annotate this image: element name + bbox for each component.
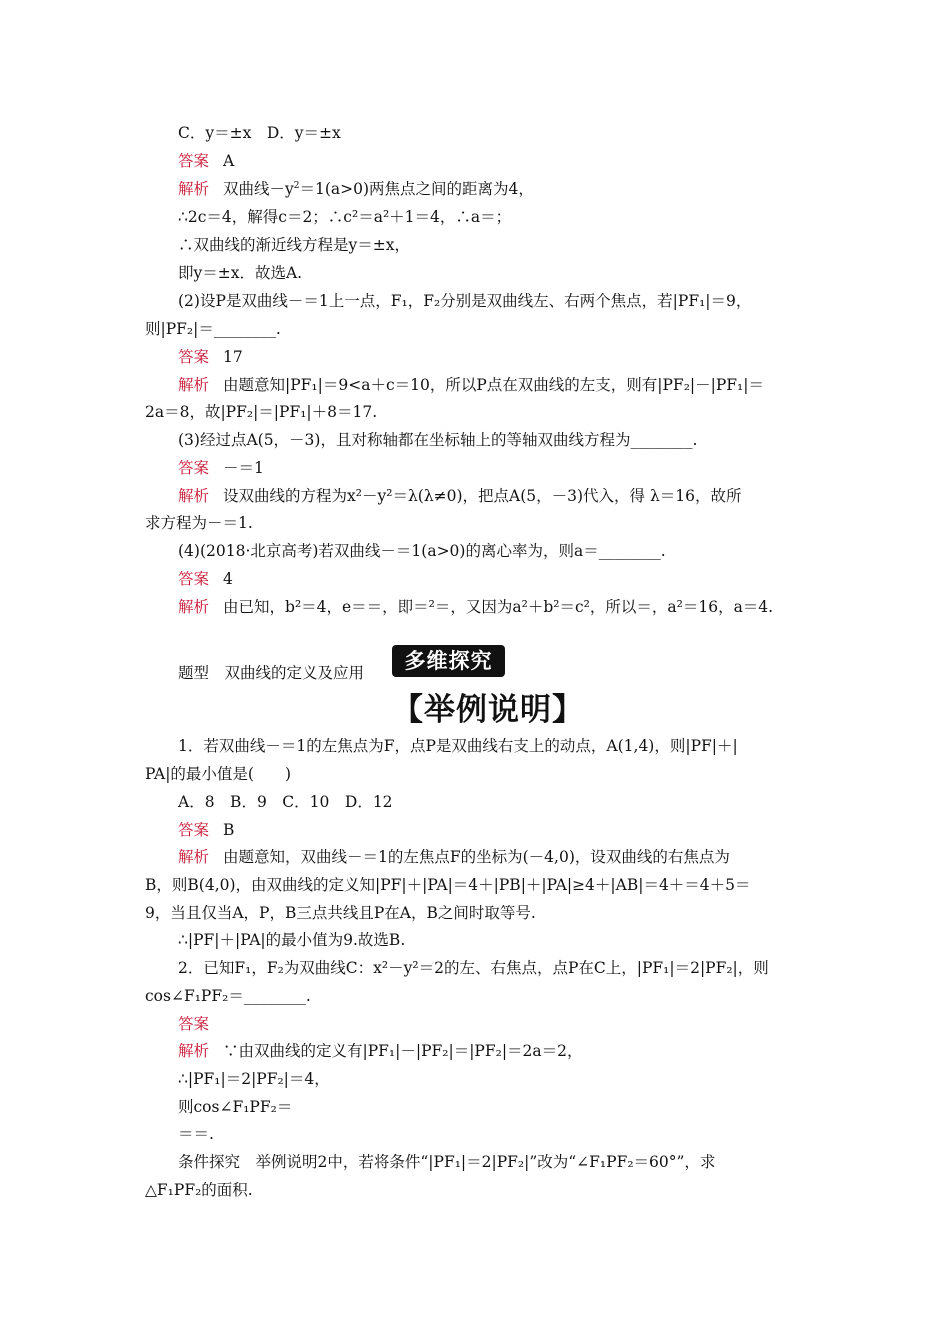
- answer-label: 答案: [178, 459, 210, 477]
- explore-text: △F₁PF₂的面积.: [145, 1181, 253, 1199]
- section-heading: 【举例说明】: [392, 692, 584, 728]
- analysis-text: ∴双曲线的渐近线方程是y＝±x，: [178, 236, 410, 254]
- analysis-text: B，则B(4,0)，由双曲线的定义知|PF|＋|PA|＝4＋|PB|＋|PA|≥4＋|AB|＝4＋＝4＋5＝: [145, 876, 751, 894]
- section-badge: 多维探究: [392, 645, 505, 677]
- answer-label: 答案: [178, 821, 210, 839]
- analysis-label: 解析: [178, 487, 210, 505]
- analysis-text: 双曲线－y: [223, 180, 294, 198]
- answer-line: [178, 151, 234, 171]
- analysis-line: [178, 375, 764, 395]
- analysis-text: ＝1(a>0)两焦点之间的距离为4，: [299, 180, 534, 198]
- answer-value: 4: [223, 570, 233, 588]
- question-text: (4)(2018·北京高考)若双曲线－＝1(a>0)的离心率为，则a＝________.: [178, 542, 666, 560]
- analysis-text: ＝＝.: [178, 1125, 214, 1143]
- analysis-line: 解析 双曲线$-y^2=1(a>0)$两焦点之间的距离为4，: [178, 180, 534, 198]
- question-text: (2)设P是双曲线－＝1上一点，F₁，F₂分别是双曲线左、右两个焦点，若|PF₁|＝9，: [178, 292, 752, 310]
- answer-line: [178, 347, 243, 367]
- options-line: A．8 B．9 C．10 D．12: [178, 793, 393, 811]
- analysis-text: 2a＝8，故|PF₂|＝|PF₁|＋8＝17.: [145, 403, 378, 421]
- answer-value: A: [223, 152, 235, 170]
- analysis-label: 解析: [178, 180, 210, 198]
- analysis-line: [178, 1041, 583, 1061]
- analysis-text: 由题意知|PF₁|＝9<a＋c＝10，所以P点在双曲线的左支，则有|PF₂|－|PF₁|＝: [223, 376, 764, 394]
- analysis-text: 设双曲线的方程为x²－y²＝λ(λ≠0)，把点A(5，－3)代入，得 λ＝16，故所: [223, 487, 742, 505]
- analysis-text: 求方程为－＝1.: [145, 514, 253, 532]
- analysis-line: [178, 597, 773, 617]
- answer-line: [178, 458, 264, 478]
- analysis-label: 解析: [178, 376, 210, 394]
- answer-line: [178, 569, 233, 589]
- analysis-text: 即y＝±x．故选A.: [178, 264, 303, 282]
- answer-label: 答案: [178, 570, 210, 588]
- explore-text: 条件探究 举例说明2中，若将条件“|PF₁|＝2|PF₂|”改为“∠F₁PF₂＝60°”，求: [178, 1153, 716, 1171]
- analysis-label: 解析: [178, 598, 210, 616]
- option-line: C．y＝±x D．y＝±x: [178, 124, 341, 142]
- analysis-text: 9，当且仅当A，P，B三点共线且P在A，B之间时取等号.: [145, 904, 536, 922]
- question-text: PA|的最小值是( ): [145, 765, 292, 783]
- analysis-text: ∴|PF₁|＝2|PF₂|＝4，: [178, 1070, 330, 1088]
- answer-label: 答案: [178, 348, 210, 366]
- analysis-line: [178, 486, 742, 506]
- question-text: 1．若双曲线－＝1的左焦点为F，点P是双曲线右支上的动点，A(1,4)，则|PF|＋|: [178, 737, 738, 755]
- analysis-text: ∴|PF|＋|PA|的最小值为9.故选B.: [178, 931, 406, 949]
- answer-line: [178, 820, 234, 840]
- analysis-text: 由题意知，双曲线－＝1的左焦点F的坐标为(－4,0)，设双曲线的右焦点为: [223, 848, 730, 866]
- analysis-text: 则cos∠F₁PF₂＝: [178, 1098, 293, 1116]
- question-text: (3)经过点A(5，－3)，且对称轴都在坐标轴上的等轴双曲线方程为________.: [178, 431, 698, 449]
- answer-line: [178, 1014, 223, 1034]
- question-type-label: 题型 双曲线的定义及应用: [178, 664, 365, 682]
- question-text: 2．已知F₁，F₂为双曲线C：x²－y²＝2的左、右焦点，点P在C上，|PF₁|＝2|PF₂|，则: [178, 959, 769, 977]
- answer-label: 答案: [178, 1015, 210, 1033]
- answer-value: －＝1: [223, 459, 264, 477]
- analysis-label: 解析: [178, 1042, 210, 1060]
- analysis-line: [178, 847, 730, 867]
- answer-label: 答案: [178, 152, 210, 170]
- analysis-text: ∴2c＝4，解得c＝2；∴c²＝a²＋1＝4，∴a＝；: [178, 208, 512, 226]
- analysis-text: 由已知，b²＝4，e＝＝，即＝²＝，又因为a²＋b²＝c²，所以＝，a²＝16，a＝4.: [223, 598, 774, 616]
- question-text: cos∠F₁PF₂＝________.: [145, 987, 311, 1005]
- answer-value: 17: [223, 348, 243, 366]
- analysis-text: ∵由双曲线的定义有|PF₁|－|PF₂|＝|PF₂|＝2a＝2，: [223, 1042, 583, 1060]
- answer-value: B: [223, 821, 235, 839]
- analysis-label: 解析: [178, 848, 210, 866]
- question-text: 则|PF₂|＝________.: [145, 320, 281, 338]
